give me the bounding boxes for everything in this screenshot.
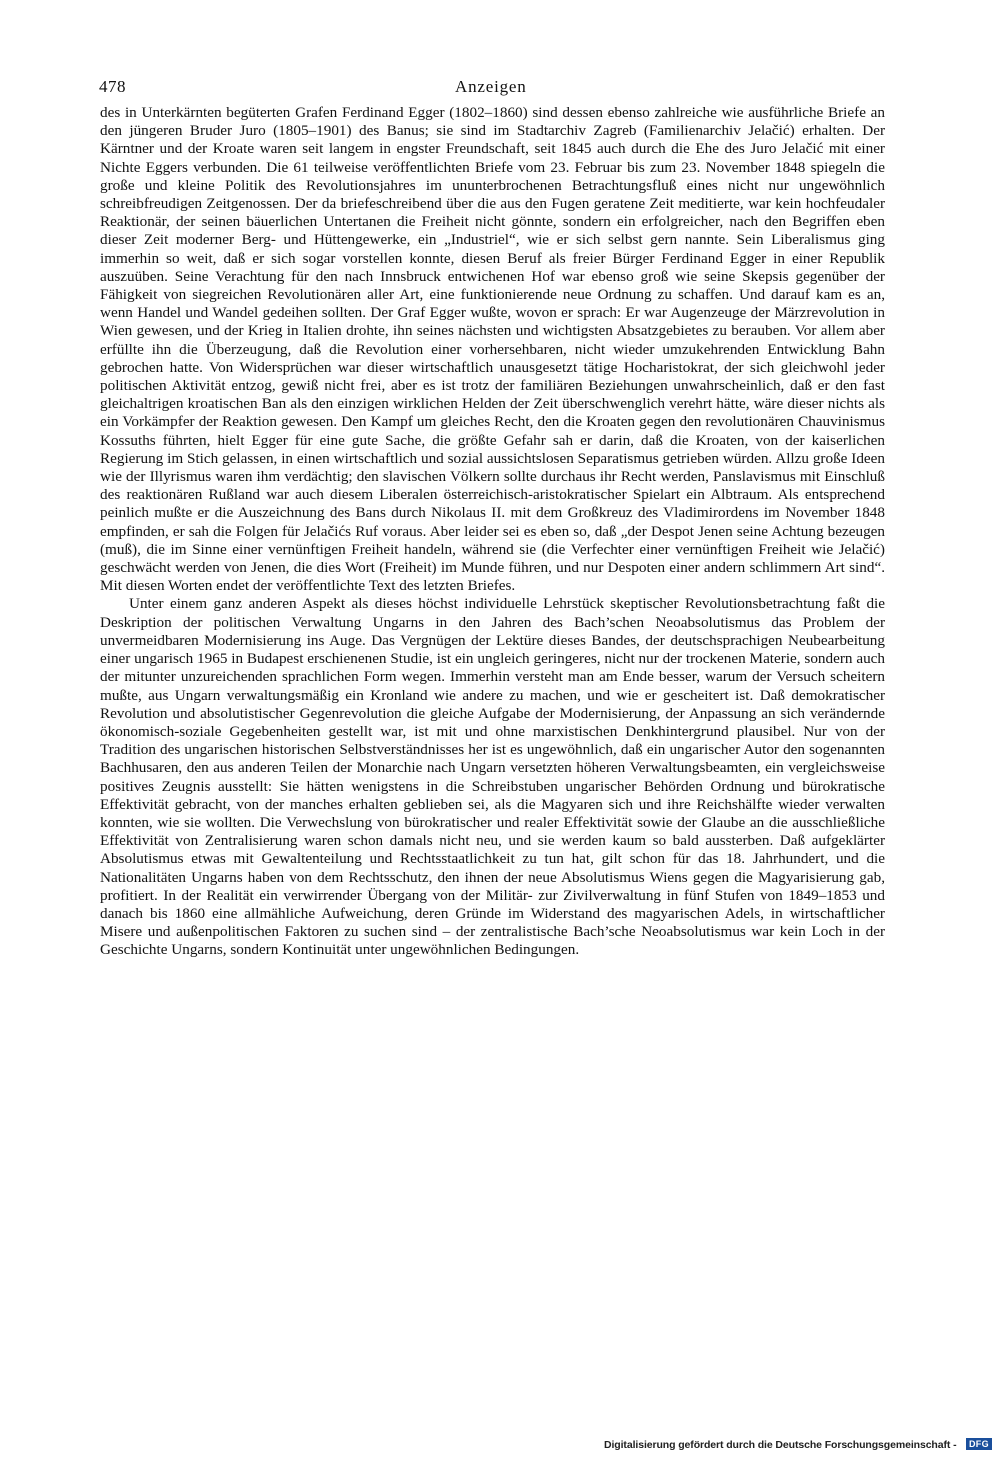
paragraph-2: Unter einem ganz anderen Aspekt als dieses höchst individuelle Lehrstück skeptischer Revolutionsbetrachtung faßt die Deskription der politischen Verwaltung Ungarns in den Jahren des Bach’schen Neoabsolutismus das Problem der unvermeidbaren Modernisierung ins Auge. Das Vergnügen der Lektüre dieses Bandes, der deutschsprachigen Neubearbeitung einer ungarisch 1965 in Budapest erschienenen Studie, ist ein ungleich geringeres, nicht nur der trockenen Materie, sondern auch der mitunter unzureichenden sprachlichen Form wegen. Immerhin versteht man am Ende besser, warum der Versuch scheitern mußte, aus Ungarn verwaltungsmäßig ein Kronland wie andere zu machen, und wie er gescheitert ist. Daß demokratischer Revolution und absolutistischer Gegenrevolution die gleiche Aufgabe der Modernisierung, der Anpassung an sich verändernde ökonomisch-soziale Gegebenheiten gestellt war, ist mit und ohne marxistischen Denkhintergrund plausibel. Nur von der Tradition des ungarischen historischen Selbstverständnisses her ist es ungewöhnlich, daß ein ungarischer Autor den sogenannten Bachhusaren, den aus anderen Teilen der Monarchie nach Ungarn versetzten höheren Verwaltungsbeamten, ein vergleichsweise positives Zeugnis ausstellt: Sie hätten wenigstens in die Schreibstuben ungarischer Behörden Ordnung und bürokratische Effektivität gebracht, von der manches erhalten geblieben sei, als die Magyaren sich und ihre Reichshälfte wieder verwalten konnten, wie sie wollten. Die Verwechslung von bürokratischer und realer Effektivität sowie der Glaube an die ausschließliche Effektivität von Zentralisierung waren schon damals nicht neu, und sie werden kaum so bald aussterben. Daß aufgeklärter Absolutismus etwas mit Gewaltenteilung und Rechtsstaatlichkeit zu tun hat, gilt schon für das 18. Jahrhundert, und die Nationalitäten Ungarns haben von dem Rechtsschutz, den ihnen der neue Absolutismus Wiens gegen die Magyarisierung gab, profitiert. In der Realität ein verwirrender Übergang von der Militär- zur Zivilverwaltung in fünf Stufen von 1849–1853 und danach bis 1860 eine allmähliche Aufweichung, deren Gründe im Widerstand des magyarischen Adels, in wirtschaftlicher Misere und außenpolitischen Faktoren zu suchen sind – der zentralistische Bach’sche Neoabsolutismus war kein Loch in der Geschichte Ungarns, sondern Kontinuität unter ungewöhnlichen Bedingungen. [100,595,885,959]
digitization-note: Digitalisierung gefördert durch die Deutsche Forschungsgemeinschaft - [604,1439,957,1451]
page-number: 478 [99,77,126,96]
article-body [100,104,885,960]
running-head: Anzeigen [455,77,527,96]
paragraph-1: des in Unterkärnten begüterten Grafen Ferdinand Egger (1802–1860) sind dessen ebenso zahlreiche wie ausführliche Briefe an den jüngeren Bruder Juro (1805–1901) des Banus; sie sind im Stadtarchiv Zagreb (Familienarchiv Jelačić) erhalten. Der Kärntner und der Kroate waren seit langem in engster Freundschaft, seit 1845 auch durch die Ehe des Juro Jelačić mit einer Nichte Eggers verbunden. Die 61 teilweise veröffentlichten Briefe vom 23. Februar bis zum 23. November 1848 spiegeln die große und kleine Politik des Revolutionsjahres im ununterbrochenen Betrachtungsfluß eines nicht nur ungewöhnlich schreibfreudigen Zeitgenossen. Der da briefeschreibend über die aus den Fugen geratene Zeit meditierte, war kein hochfeudaler Reaktionär, der seinen bäuerlichen Untertanen die Freiheit nicht gönnte, sondern ein erfolgreicher, nach den Begriffen eben dieser Zeit moderner Berg- und Hüttengewerke, ein „Industriel“, wie er sich selbst gern nannte. Sein Liberalismus ging immerhin so weit, daß er sich sogar vorstellen konnte, diesen Beruf als freier Bürger Ferdinand Egger in einer Republik auszuüben. Seine Verachtung für den nach Innsbruck entwichenen Hof war ebenso groß wie seine Skepsis gegenüber der Fähigkeit von siegreichen Revolutionären aller Art, eine funktionierende neue Ordnung zu schaffen. Und darauf kam es an, wenn Handel und Wandel gedeihen sollten. Der Graf Egger wußte, wovon er sprach: Er war Augenzeuge der Märzrevolution in Wien gewesen, und der Krieg in Italien drohte, ihn seines nächsten und wichtigsten Absatzgebietes zu berauben. Vor allem aber erfüllte ihn die Überzeugung, daß die Revolution einer vorhersehbaren, nicht wieder umzukehrenden Entwicklung Bahn gebrochen hatte. Von Widersprüchen war dieser wirtschaftlich unausgesetzt tätige Hocharistokrat, der sich gleichwohl jeder politischen Aktivität entzog, gewiß nicht frei, aber es ist trotz der familiären Beziehungen unwahrscheinlich, daß er den fast gleichaltrigen kroatischen Ban als den einzigen wirklichen Helden der Zeit überschwenglich verehrt hätte, wäre dieser nichts als ein Vorkämpfer der Reaktion gewesen. Den Kampf um gleiches Recht, den die Kroaten gegen den revolutionären Chauvinismus Kossuths führten, hielt Egger für eine gute Sache, die größte Gefahr sah er darin, daß die Kroaten, von der kaiserlichen Regierung im Stich gelassen, in einen wirtschaftlich und sozial aussichtslosen Separatismus getrieben würden. Allzu große Ideen wie der Illyrismus waren ihm verdächtig; den slavischen Völkern sollte durchaus ihr Recht werden, Panslavismus mit Einschluß des reaktionären Rußland war auch diesem Liberalen österreichisch-aristokratischer Spielart ein Albtraum. Als entsprechend peinlich mußte er die Auszeichnung des Bans durch Nikolaus II. mit dem Großkreuz des Vladimirordens im November 1848 empfinden, er sah die Folgen für Jelačićs Ruf voraus. Aber leider sei es eben so, daß „der Despot Jenen seine Achtung bezeugen (muß), die im Sinne einer vernünftigen Freiheit handeln, während sie (die Verfechter einer vernünftigen Freiheit wie Jelačić) geschwächt werden von Jenen, die dies Wort (Freiheit) im Munde führen, und nur Despoten einer andern schlimmern Art sind“. Mit diesen Worten endet der veröffentlichte Text des letzten Briefes. [100,104,885,595]
dfg-logo: DFG [966,1438,992,1450]
